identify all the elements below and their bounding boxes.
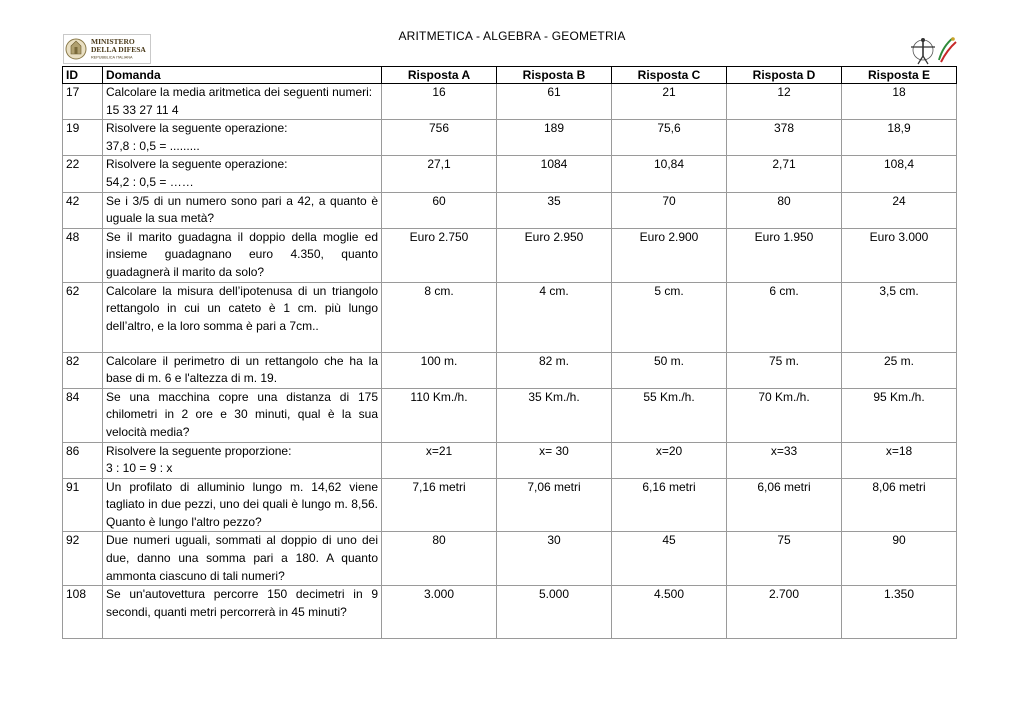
question-text <box>103 532 382 586</box>
question-text <box>103 120 382 156</box>
question-text <box>103 84 382 120</box>
answer-d: 80 <box>727 192 842 228</box>
answer-d: 12 <box>727 84 842 120</box>
answer-d: 2,71 <box>727 156 842 192</box>
answer-e: 18,9 <box>842 120 957 156</box>
answer-e: 3,5 cm. <box>842 282 957 352</box>
question-line: Risolvere la seguente operazione: <box>106 121 288 136</box>
question-text <box>103 228 382 282</box>
col-header-risposta-d: Risposta D <box>727 67 842 84</box>
table-row <box>63 192 957 228</box>
answer-b: 35 <box>497 192 612 228</box>
answer-c: 4.500 <box>612 586 727 639</box>
answer-d: 6 cm. <box>727 282 842 352</box>
vitruvian-emblem-icon <box>909 34 957 66</box>
answer-c: 5 cm. <box>612 282 727 352</box>
question-line: Risolvere la seguente proporzione: <box>106 443 292 458</box>
answer-a: 27,1 <box>382 156 497 192</box>
table-row <box>63 156 957 192</box>
answer-e: 18 <box>842 84 957 120</box>
answer-a: 756 <box>382 120 497 156</box>
answer-e: 25 m. <box>842 352 957 388</box>
answer-b: 189 <box>497 120 612 156</box>
col-header-domanda: Domanda <box>103 67 382 84</box>
answer-a: 80 <box>382 532 497 586</box>
answer-a: 110 Km./h. <box>382 388 497 442</box>
question-id: 82 <box>63 352 103 388</box>
question-line: 37,8 : 0,5 = ......... <box>106 138 200 153</box>
question-id: 84 <box>63 388 103 442</box>
answer-c: 21 <box>612 84 727 120</box>
answer-a: 8 cm. <box>382 282 497 352</box>
question-line: 15 33 27 11 4 <box>106 102 179 117</box>
answer-c: 70 <box>612 192 727 228</box>
answer-d: 6,06 metri <box>727 478 842 532</box>
answer-b: 35 Km./h. <box>497 388 612 442</box>
question-line: Se il marito guadagna il doppio della moglie ed insieme guadagnano euro 4.350, quanto guadagnerà il marito da solo? <box>106 229 378 279</box>
col-header-risposta-b: Risposta B <box>497 67 612 84</box>
question-id: 91 <box>63 478 103 532</box>
col-header-risposta-c: Risposta C <box>612 67 727 84</box>
table-row <box>63 84 957 120</box>
logo-text-2: DELLA DIFESA <box>91 45 146 54</box>
answer-d: 378 <box>727 120 842 156</box>
answer-d: 75 <box>727 532 842 586</box>
answer-c: 45 <box>612 532 727 586</box>
answer-d: 70 Km./h. <box>727 388 842 442</box>
question-id: 22 <box>63 156 103 192</box>
question-id: 19 <box>63 120 103 156</box>
answer-d: 75 m. <box>727 352 842 388</box>
answer-b: Euro 2.950 <box>497 228 612 282</box>
answer-b: 5.000 <box>497 586 612 639</box>
page-title: ARITMETICA - ALGEBRA - GEOMETRIA <box>398 29 626 43</box>
answer-a: 60 <box>382 192 497 228</box>
table-row <box>63 478 957 532</box>
table-header-row <box>63 67 957 84</box>
answer-d: Euro 1.950 <box>727 228 842 282</box>
question-line: Calcolare il perimetro di un rettangolo che ha la base di m. 6 e l'altezza di m. 19. <box>106 353 378 386</box>
answer-a: 16 <box>382 84 497 120</box>
col-header-risposta-a: Risposta A <box>382 67 497 84</box>
answer-a: x=21 <box>382 442 497 478</box>
answer-b: 82 m. <box>497 352 612 388</box>
logo-text-3: REPUBBLICA ITALIANA <box>91 55 133 60</box>
answer-c: 50 m. <box>612 352 727 388</box>
table-row <box>63 120 957 156</box>
question-id: 108 <box>63 586 103 639</box>
answer-b: 7,06 metri <box>497 478 612 532</box>
table-row <box>63 388 957 442</box>
question-text <box>103 586 382 639</box>
answer-b: 4 cm. <box>497 282 612 352</box>
answer-b: 1084 <box>497 156 612 192</box>
question-text <box>103 478 382 532</box>
question-line: Se una macchina copre una distanza di 175 chilometri in 2 ore e 30 minuti, qual è la sua velocità media? <box>106 389 378 439</box>
table-row <box>63 352 957 388</box>
logo-text-1: MINISTERO <box>91 37 135 46</box>
question-line: 3 : 10 = 9 : x <box>106 461 173 476</box>
answer-a: Euro 2.750 <box>382 228 497 282</box>
answer-a: 100 m. <box>382 352 497 388</box>
answer-e: 95 Km./h. <box>842 388 957 442</box>
answer-e: 1.350 <box>842 586 957 639</box>
answer-b: 30 <box>497 532 612 586</box>
answer-c: 6,16 metri <box>612 478 727 532</box>
answer-d: 2.700 <box>727 586 842 639</box>
question-text <box>103 352 382 388</box>
answer-c: 75,6 <box>612 120 727 156</box>
question-id: 62 <box>63 282 103 352</box>
answer-e: Euro 3.000 <box>842 228 957 282</box>
answer-b: 61 <box>497 84 612 120</box>
question-line: Un profilato di alluminio lungo m. 14,62 viene tagliato in due pezzi, uno dei quali è lungo m. 8,56. Quanto è lungo l'altro pezzo? <box>106 479 378 529</box>
question-id: 92 <box>63 532 103 586</box>
questions-table <box>62 66 957 639</box>
question-line: Calcolare la misura dell’ipotenusa di un triangolo rettangolo in cui un cateto è 1 cm. più lungo dell’altro, e la loro somma è pari a 7cm.. <box>106 283 378 333</box>
col-header-id: ID <box>63 67 103 84</box>
question-line: Se un'autovettura percorre 150 decimetri in 9 secondi, quanti metri percorrerà in 45 minuti? <box>106 587 378 619</box>
question-text <box>103 192 382 228</box>
table-row <box>63 586 957 639</box>
question-id: 48 <box>63 228 103 282</box>
table-row <box>63 282 957 352</box>
question-id: 17 <box>63 84 103 120</box>
question-line: Calcolare la media aritmetica dei seguenti numeri: <box>106 85 373 99</box>
answer-e: 90 <box>842 532 957 586</box>
answer-a: 7,16 metri <box>382 478 497 532</box>
question-text <box>103 156 382 192</box>
answer-e: 8,06 metri <box>842 478 957 532</box>
answer-a: 3.000 <box>382 586 497 639</box>
answer-c: 10,84 <box>612 156 727 192</box>
answer-d: x=33 <box>727 442 842 478</box>
answer-e: 108,4 <box>842 156 957 192</box>
answer-c: 55 Km./h. <box>612 388 727 442</box>
question-line: 54,2 : 0,5 = …… <box>106 174 194 189</box>
question-line: Due numeri uguali, sommati al doppio di uno dei due, danno una somma pari a 180. A quanto ammonta ciascuno di tali numeri? <box>106 533 378 583</box>
answer-e: x=18 <box>842 442 957 478</box>
question-id: 42 <box>63 192 103 228</box>
question-line: Risolvere la seguente operazione: <box>106 157 288 172</box>
table-row <box>63 228 957 282</box>
answer-c: Euro 2.900 <box>612 228 727 282</box>
answer-c: x=20 <box>612 442 727 478</box>
col-header-risposta-e: Risposta E <box>842 67 957 84</box>
question-text <box>103 442 382 478</box>
ministry-logo <box>63 34 151 64</box>
question-id: 86 <box>63 442 103 478</box>
table-row <box>63 442 957 478</box>
answer-e: 24 <box>842 192 957 228</box>
question-line: Se i 3/5 di un numero sono pari a 42, a quanto è uguale la sua metà? <box>106 193 378 226</box>
answer-b: x= 30 <box>497 442 612 478</box>
table-row <box>63 532 957 586</box>
question-text <box>103 388 382 442</box>
question-text <box>103 282 382 352</box>
